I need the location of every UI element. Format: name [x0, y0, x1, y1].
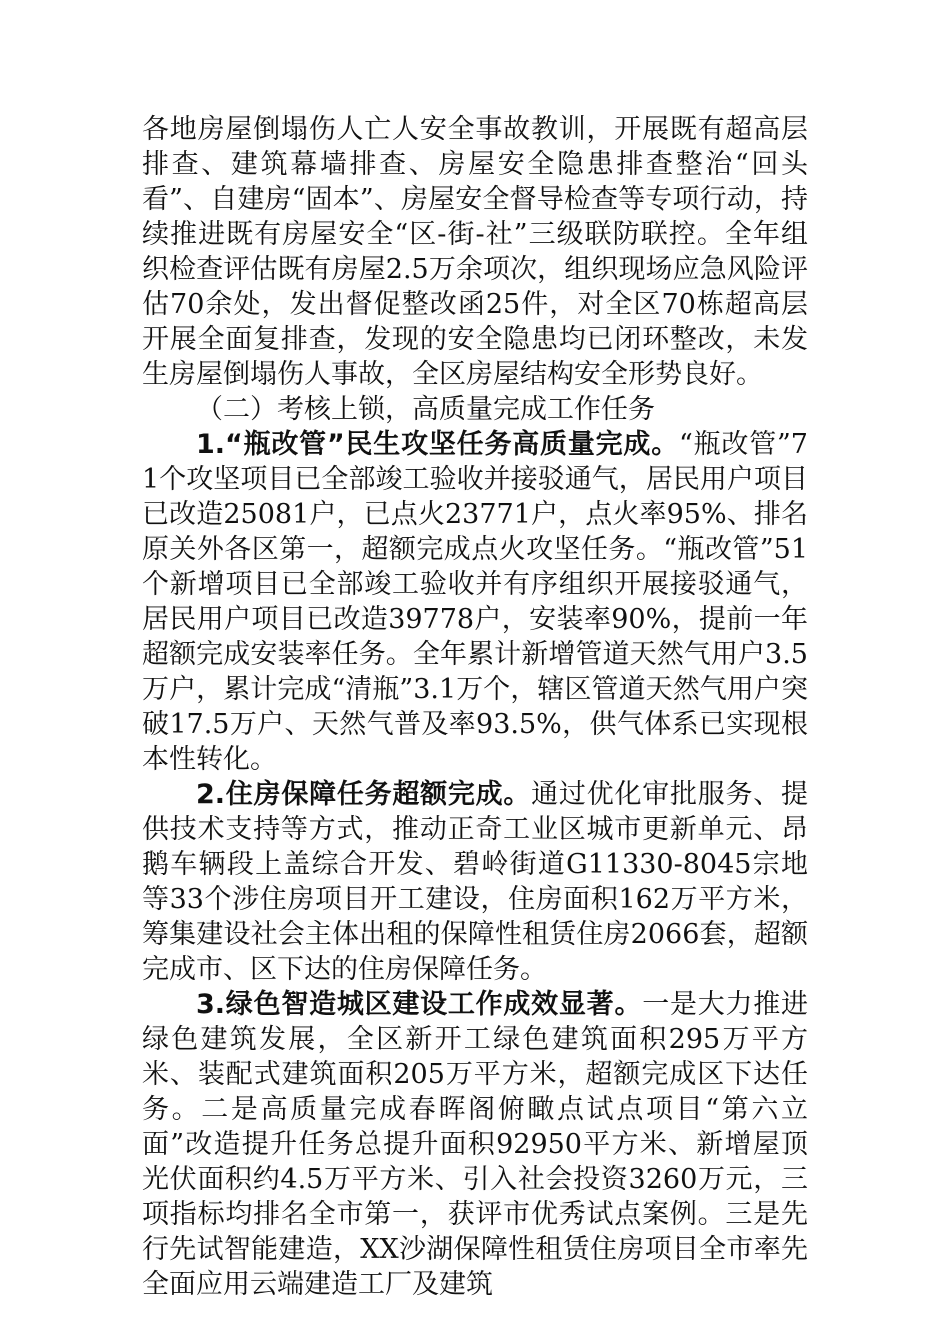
paragraph-text: “瓶改管”71个攻坚项目已全部竣工验收并接驳通气，居民用户项目已改造25081户，已点火23771户，点火率95%、排名原关外各区第一，超额完成点火攻坚任务。“瓶改管”51个新增项目已全部竣工验收并有序组织开展接驳通气，居民用户项目已改造39778户，安装率90%，提前一年超额完成安装率任务。全年累计新增管道天然气用户3.5万户，累计完成“清瓶”3.1万个，辖区管道天然气用户突破17.5万户、天然气普及率93.5%，供气体系已实现根本性转化。 — [142, 429, 808, 775]
paragraph-lead: 3.绿色智造城区建设工作成效显著。 — [196, 989, 643, 1020]
paragraph-text: 各地房屋倒塌伤人亡人安全事故教训，开展既有超高层排查、建筑幕墙排查、房屋安全隐患排查整治“回头看”、自建房“固本”、房屋安全督导检查等专项行动，持续推进既有房屋安全“区-街-社”三级联防联控。全年组织检查评估既有房屋2.5万余项次，组织现场应急风险评估70余处，发出督促整改函25件，对全区70栋超高层开展全面复排查，发现的安全隐患均已闭环整改，未发生房屋倒塌伤人事故，全区房屋结构安全形势良好。 — [142, 114, 808, 390]
paragraph-green-construction — [142, 987, 808, 1302]
paragraph-text: 一是大力推进绿色建筑发展，全区新开工绿色建筑面积295万平方米、装配式建筑面积205万平方米，超额完成区下达任务。二是高质量完成春晖阁俯瞰点试点项目“第六立面”改造提升任务总提升面积92950平方米、新增屋顶光伏面积约4.5万平方米、引入社会投资3260万元，三项指标均排名全市第一，获评市优秀试点案例。三是先行先试智能建造，XX沙湖保障性租赁住房项目全市率先全面应用云端建造工厂及建筑 — [142, 989, 809, 1300]
paragraph-lead: 2.住房保障任务超额完成。 — [196, 779, 532, 810]
section-heading — [142, 392, 808, 427]
document-body — [142, 112, 808, 1302]
paragraph-house-safety — [142, 112, 808, 392]
paragraph-lead: 1.“瓶改管”民生攻坚任务高质量完成。 — [196, 429, 680, 460]
paragraph-housing-security — [142, 777, 808, 987]
paragraph-text: 通过优化审批服务、提供技术支持等方式，推动正奇工业区城市更新单元、昂鹅车辆段上盖综合开发、碧岭街道G11330-8045宗地等33个涉住房项目开工建设，住房面积162万平方米，筹集建设社会主体出租的保障性租赁住房2066套，超额完成市、区下达的住房保障任务。 — [142, 779, 809, 985]
section-heading-text: （二）考核上锁，高质量完成工作任务 — [196, 394, 655, 425]
paragraph-gas-pipeline — [142, 427, 808, 777]
